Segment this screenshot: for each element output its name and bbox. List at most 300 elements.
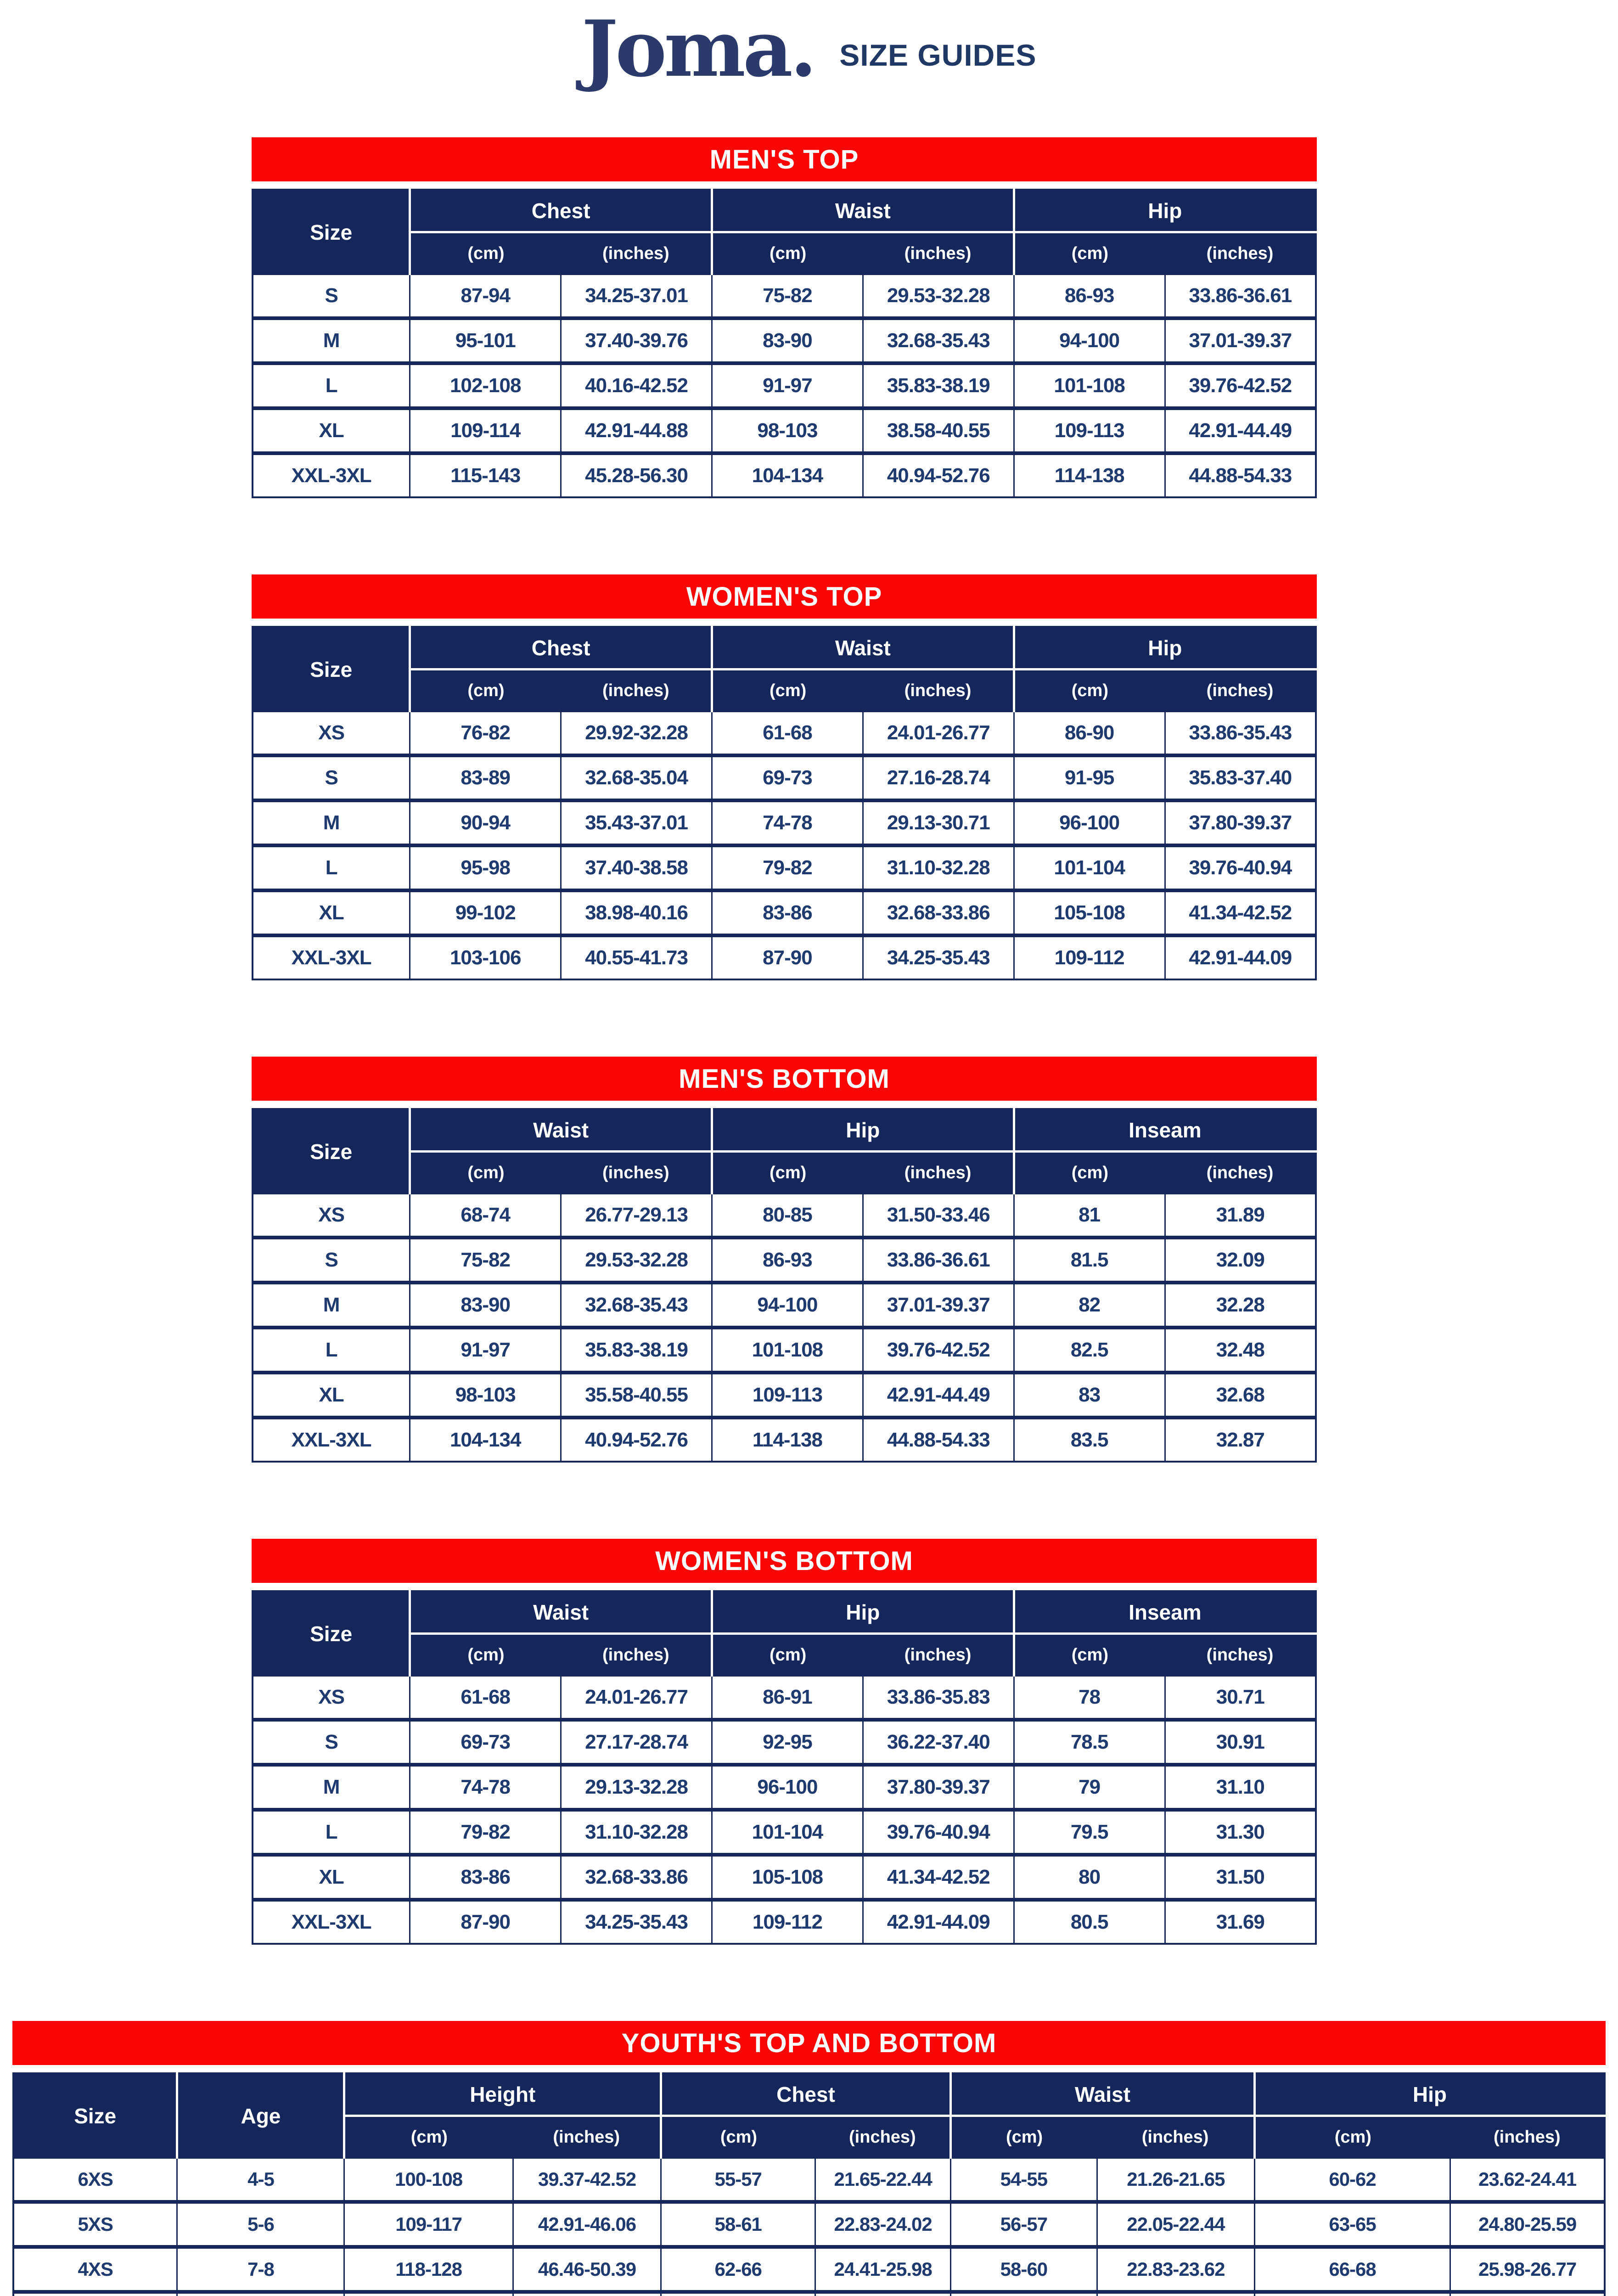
size-guide-section-youth-s-top-and-bottom bbox=[12, 2021, 1606, 2296]
table-header bbox=[253, 1109, 1316, 1194]
value-cell: 104-134 bbox=[712, 453, 863, 497]
value-cell: 99-102 bbox=[410, 890, 561, 935]
table-row bbox=[253, 712, 1316, 756]
value-cell: 75-82 bbox=[712, 275, 863, 319]
unit-header-inches: (inches) bbox=[1165, 1152, 1316, 1194]
measure-group-header-waist: Waist bbox=[712, 627, 1014, 670]
size-cell: XL bbox=[253, 890, 410, 935]
size-column-header: Size bbox=[13, 2073, 177, 2158]
value-cell: 21.26-21.65 bbox=[1097, 2158, 1254, 2202]
value-cell: 75-82 bbox=[410, 1238, 561, 1283]
value-cell: 39.76-40.94 bbox=[1165, 845, 1316, 890]
unit-header-inches: (inches) bbox=[815, 2116, 951, 2158]
table-row bbox=[13, 2158, 1605, 2202]
unit-header-inches: (inches) bbox=[863, 1152, 1014, 1194]
value-cell: 29.13-30.71 bbox=[863, 800, 1014, 845]
unit-header-inches: (inches) bbox=[1097, 2116, 1254, 2158]
value-cell: 37.01-39.37 bbox=[863, 1283, 1014, 1328]
value-cell: 33.86-36.61 bbox=[863, 1238, 1014, 1283]
table-body bbox=[253, 1194, 1316, 1462]
value-cell: 31.10-32.28 bbox=[863, 845, 1014, 890]
value-cell: 82 bbox=[1014, 1283, 1165, 1328]
value-cell: 27.17-28.74 bbox=[561, 1720, 712, 1765]
value-cell: 94-100 bbox=[712, 1283, 863, 1328]
value-cell: 32.87 bbox=[1165, 1418, 1316, 1462]
value-cell: 79-82 bbox=[712, 845, 863, 890]
table-row bbox=[253, 1328, 1316, 1373]
unit-header-cm: (cm) bbox=[344, 2116, 513, 2158]
unit-header-cm: (cm) bbox=[712, 1634, 863, 1676]
table-header bbox=[13, 2073, 1605, 2158]
table-row bbox=[253, 453, 1316, 497]
value-cell: 87-90 bbox=[712, 935, 863, 979]
value-cell: 32.48 bbox=[1165, 1328, 1316, 1373]
size-cell: 5XS bbox=[13, 2202, 177, 2247]
value-cell: 86-93 bbox=[1014, 275, 1165, 319]
size-cell: XS bbox=[253, 1194, 410, 1238]
value-cell: 38.98-40.16 bbox=[561, 890, 712, 935]
table-body bbox=[253, 275, 1316, 498]
value-cell: 34.25-37.01 bbox=[561, 275, 712, 319]
value-cell: 36.22-37.40 bbox=[863, 1720, 1014, 1765]
table-row bbox=[253, 408, 1316, 453]
size-column-header: Size bbox=[253, 1109, 410, 1194]
size-cell: XS bbox=[253, 1676, 410, 1720]
unit-header-cm: (cm) bbox=[712, 232, 863, 275]
table-row bbox=[253, 318, 1316, 363]
unit-header-cm: (cm) bbox=[950, 2116, 1097, 2158]
size-cell: XXL-3XL bbox=[253, 1418, 410, 1462]
value-cell: 34.25-35.43 bbox=[561, 1900, 712, 1944]
value-cell: 101-104 bbox=[1014, 845, 1165, 890]
value-cell: 31.10 bbox=[1165, 1765, 1316, 1810]
value-cell: 66-68 bbox=[1254, 2247, 1450, 2292]
value-cell: 86-93 bbox=[712, 1238, 863, 1283]
unit-header-cm: (cm) bbox=[410, 232, 561, 275]
value-cell: 101-108 bbox=[1014, 363, 1165, 408]
value-cell: 29.53-32.28 bbox=[561, 1238, 712, 1283]
value-cell: 60-62 bbox=[1254, 2158, 1450, 2202]
value-cell: 42.91-44.09 bbox=[1165, 935, 1316, 979]
value-cell: 40.16-42.52 bbox=[561, 363, 712, 408]
value-cell: 4-5 bbox=[177, 2158, 344, 2202]
value-cell: 96-100 bbox=[1014, 800, 1165, 845]
unit-header-cm: (cm) bbox=[1014, 670, 1165, 712]
value-cell: 38.58-40.55 bbox=[863, 408, 1014, 453]
table-body bbox=[253, 1676, 1316, 1944]
measure-group-header-waist: Waist bbox=[410, 1591, 712, 1634]
size-table bbox=[252, 626, 1317, 980]
section-title-banner: MEN'S TOP bbox=[252, 137, 1317, 181]
size-guide-section-women-s-bottom bbox=[252, 1539, 1317, 1945]
age-column-header: Age bbox=[177, 2073, 344, 2158]
value-cell: 41.34-42.52 bbox=[863, 1855, 1014, 1900]
value-cell: 90-94 bbox=[410, 800, 561, 845]
unit-header-cm: (cm) bbox=[712, 670, 863, 712]
value-cell: 79 bbox=[1014, 1765, 1165, 1810]
value-cell: 78.5 bbox=[1014, 1720, 1165, 1765]
value-cell: 74-78 bbox=[712, 800, 863, 845]
measure-group-header-waist: Waist bbox=[950, 2073, 1254, 2116]
section-title-banner: WOMEN'S TOP bbox=[252, 574, 1317, 619]
value-cell: 58-61 bbox=[661, 2202, 815, 2247]
size-cell: XL bbox=[253, 408, 410, 453]
value-cell: 91-97 bbox=[410, 1328, 561, 1373]
value-cell: 23.62-24.41 bbox=[1450, 2158, 1605, 2202]
value-cell: 33.86-36.61 bbox=[1165, 275, 1316, 319]
value-cell: 79-82 bbox=[410, 1810, 561, 1855]
value-cell: 31.50-33.46 bbox=[863, 1194, 1014, 1238]
value-cell: 40.94-52.76 bbox=[561, 1418, 712, 1462]
unit-header-cm: (cm) bbox=[712, 1152, 863, 1194]
value-cell: 55-57 bbox=[661, 2158, 815, 2202]
value-cell: 80.5 bbox=[1014, 1900, 1165, 1944]
value-cell: 94-100 bbox=[1014, 318, 1165, 363]
value-cell: 24.01-26.77 bbox=[863, 712, 1014, 756]
measure-group-header-waist: Waist bbox=[712, 190, 1014, 232]
value-cell: 42.91-46.06 bbox=[513, 2202, 661, 2247]
measure-group-header-hip: Hip bbox=[712, 1591, 1014, 1634]
value-cell: 25.98-26.77 bbox=[1450, 2247, 1605, 2292]
size-column-header: Size bbox=[253, 190, 410, 275]
size-cell: S bbox=[253, 1720, 410, 1765]
size-tables bbox=[0, 137, 1618, 2296]
value-cell: 98-103 bbox=[410, 1373, 561, 1418]
value-cell: 91-97 bbox=[712, 363, 863, 408]
size-table bbox=[12, 2072, 1606, 2296]
size-cell: M bbox=[253, 800, 410, 845]
unit-header-inches: (inches) bbox=[863, 232, 1014, 275]
value-cell: 5-6 bbox=[177, 2202, 344, 2247]
unit-header-inches: (inches) bbox=[561, 670, 712, 712]
section-title-banner: WOMEN'S BOTTOM bbox=[252, 1539, 1317, 1583]
value-cell: 95-101 bbox=[410, 318, 561, 363]
value-cell: 32.28 bbox=[1165, 1283, 1316, 1328]
table-body bbox=[13, 2158, 1605, 2296]
size-cell: L bbox=[253, 363, 410, 408]
table-row bbox=[253, 1810, 1316, 1855]
size-column-header: Size bbox=[253, 1591, 410, 1676]
unit-header-inches: (inches) bbox=[1165, 232, 1316, 275]
size-cell: M bbox=[253, 1765, 410, 1810]
page-title: SIZE GUIDES bbox=[839, 38, 1037, 73]
value-cell: 87-90 bbox=[410, 1900, 561, 1944]
measure-group-header-chest: Chest bbox=[410, 627, 712, 670]
value-cell: 35.83-37.40 bbox=[1165, 755, 1316, 800]
unit-header-cm: (cm) bbox=[1254, 2116, 1450, 2158]
value-cell: 33.86-35.43 bbox=[1165, 712, 1316, 756]
size-cell: 4XS bbox=[13, 2247, 177, 2292]
measure-group-header-chest: Chest bbox=[661, 2073, 951, 2116]
value-cell: 98-103 bbox=[712, 408, 863, 453]
table-header bbox=[253, 1591, 1316, 1676]
value-cell: 30.71 bbox=[1165, 1676, 1316, 1720]
value-cell: 40.55-41.73 bbox=[561, 935, 712, 979]
value-cell: 37.40-38.58 bbox=[561, 845, 712, 890]
value-cell: 31.50 bbox=[1165, 1855, 1316, 1900]
measure-group-header-chest: Chest bbox=[410, 190, 712, 232]
value-cell: 44.88-54.33 bbox=[1165, 453, 1316, 497]
value-cell: 42.91-44.49 bbox=[863, 1373, 1014, 1418]
measure-group-header-inseam: Inseam bbox=[1014, 1109, 1316, 1152]
size-guide-section-women-s-top bbox=[252, 574, 1317, 980]
measure-group-header-waist: Waist bbox=[410, 1109, 712, 1152]
table-row bbox=[253, 1720, 1316, 1765]
value-cell: 31.69 bbox=[1165, 1900, 1316, 1944]
unit-header-cm: (cm) bbox=[1014, 1152, 1165, 1194]
unit-header-cm: (cm) bbox=[1014, 232, 1165, 275]
value-cell: 30.91 bbox=[1165, 1720, 1316, 1765]
unit-header-cm: (cm) bbox=[1014, 1634, 1165, 1676]
unit-header-cm: (cm) bbox=[410, 1634, 561, 1676]
value-cell: 39.76-40.94 bbox=[863, 1810, 1014, 1855]
value-cell: 82.5 bbox=[1014, 1328, 1165, 1373]
value-cell: 114-138 bbox=[1014, 453, 1165, 497]
size-table bbox=[252, 1108, 1317, 1463]
size-table bbox=[252, 1590, 1317, 1945]
value-cell: 61-68 bbox=[410, 1676, 561, 1720]
value-cell: 83-86 bbox=[712, 890, 863, 935]
value-cell: 95-98 bbox=[410, 845, 561, 890]
measure-group-header-hip: Hip bbox=[1014, 627, 1316, 670]
size-cell: XS bbox=[253, 712, 410, 756]
value-cell: 83-90 bbox=[410, 1283, 561, 1328]
unit-header-inches: (inches) bbox=[1165, 1634, 1316, 1676]
value-cell: 101-104 bbox=[712, 1810, 863, 1855]
value-cell: 56-57 bbox=[950, 2202, 1097, 2247]
value-cell: 115-143 bbox=[410, 453, 561, 497]
value-cell: 118-128 bbox=[344, 2247, 513, 2292]
value-cell: 87-94 bbox=[410, 275, 561, 319]
value-cell: 32.68 bbox=[1165, 1373, 1316, 1418]
table-row bbox=[253, 275, 1316, 319]
value-cell: 86-91 bbox=[712, 1676, 863, 1720]
size-cell: S bbox=[253, 275, 410, 319]
value-cell: 109-117 bbox=[344, 2202, 513, 2247]
unit-header-inches: (inches) bbox=[863, 670, 1014, 712]
size-column-header: Size bbox=[253, 627, 410, 712]
measure-group-header-hip: Hip bbox=[1254, 2073, 1605, 2116]
value-cell: 81 bbox=[1014, 1194, 1165, 1238]
size-cell: S bbox=[253, 1238, 410, 1283]
value-cell: 37.80-39.37 bbox=[1165, 800, 1316, 845]
value-cell: 22.83-23.62 bbox=[1097, 2247, 1254, 2292]
value-cell: 105-108 bbox=[1014, 890, 1165, 935]
value-cell: 42.91-44.49 bbox=[1165, 408, 1316, 453]
value-cell: 44.88-54.33 bbox=[863, 1418, 1014, 1462]
size-guide-section-men-s-top bbox=[252, 137, 1317, 498]
value-cell: 22.05-22.44 bbox=[1097, 2202, 1254, 2247]
table-header bbox=[253, 627, 1316, 712]
value-cell: 61-68 bbox=[712, 712, 863, 756]
measure-group-header-hip: Hip bbox=[1014, 190, 1316, 232]
table-row bbox=[13, 2247, 1605, 2292]
table-row bbox=[253, 1194, 1316, 1238]
value-cell: 109-113 bbox=[712, 1373, 863, 1418]
value-cell: 33.86-35.83 bbox=[863, 1676, 1014, 1720]
table-row bbox=[253, 890, 1316, 935]
value-cell: 76-82 bbox=[410, 712, 561, 756]
value-cell: 83.5 bbox=[1014, 1418, 1165, 1462]
measure-group-header-hip: Hip bbox=[712, 1109, 1014, 1152]
unit-header-inches: (inches) bbox=[561, 232, 712, 275]
value-cell: 21.65-22.44 bbox=[815, 2158, 951, 2202]
table-row bbox=[253, 1676, 1316, 1720]
size-cell: L bbox=[253, 1328, 410, 1373]
size-cell: 6XS bbox=[13, 2158, 177, 2202]
size-cell: M bbox=[253, 318, 410, 363]
value-cell: 31.30 bbox=[1165, 1810, 1316, 1855]
value-cell: 109-113 bbox=[1014, 408, 1165, 453]
value-cell: 27.16-28.74 bbox=[863, 755, 1014, 800]
unit-header-inches: (inches) bbox=[863, 1634, 1014, 1676]
value-cell: 68-74 bbox=[410, 1194, 561, 1238]
value-cell: 101-108 bbox=[712, 1328, 863, 1373]
value-cell: 74-78 bbox=[410, 1765, 561, 1810]
size-cell: XL bbox=[253, 1373, 410, 1418]
unit-header-cm: (cm) bbox=[661, 2116, 815, 2158]
table-body bbox=[253, 712, 1316, 980]
value-cell: 34.25-35.43 bbox=[863, 935, 1014, 979]
value-cell: 58-60 bbox=[950, 2247, 1097, 2292]
value-cell: 35.58-40.55 bbox=[561, 1373, 712, 1418]
value-cell: 40.94-52.76 bbox=[863, 453, 1014, 497]
value-cell: 105-108 bbox=[712, 1855, 863, 1900]
table-row bbox=[253, 1855, 1316, 1900]
value-cell: 29.13-32.28 bbox=[561, 1765, 712, 1810]
value-cell: 24.80-25.59 bbox=[1450, 2202, 1605, 2247]
value-cell: 102-108 bbox=[410, 363, 561, 408]
value-cell: 62-66 bbox=[661, 2247, 815, 2292]
value-cell: 24.01-26.77 bbox=[561, 1676, 712, 1720]
table-row bbox=[253, 935, 1316, 979]
value-cell: 42.91-44.88 bbox=[561, 408, 712, 453]
value-cell: 91-95 bbox=[1014, 755, 1165, 800]
value-cell: 32.68-35.43 bbox=[863, 318, 1014, 363]
section-title-banner: YOUTH'S TOP AND BOTTOM bbox=[12, 2021, 1606, 2065]
unit-header-cm: (cm) bbox=[410, 1152, 561, 1194]
value-cell: 39.37-42.52 bbox=[513, 2158, 661, 2202]
value-cell: 78 bbox=[1014, 1676, 1165, 1720]
value-cell: 31.10-32.28 bbox=[561, 1810, 712, 1855]
value-cell: 69-73 bbox=[712, 755, 863, 800]
size-guide-section-men-s-bottom bbox=[252, 1057, 1317, 1463]
value-cell: 80-85 bbox=[712, 1194, 863, 1238]
measure-group-header-inseam: Inseam bbox=[1014, 1591, 1316, 1634]
value-cell: 45.28-56.30 bbox=[561, 453, 712, 497]
value-cell: 37.40-39.76 bbox=[561, 318, 712, 363]
value-cell: 114-138 bbox=[712, 1418, 863, 1462]
unit-header-cm: (cm) bbox=[410, 670, 561, 712]
value-cell: 46.46-50.39 bbox=[513, 2247, 661, 2292]
value-cell: 39.76-42.52 bbox=[1165, 363, 1316, 408]
value-cell: 109-112 bbox=[1014, 935, 1165, 979]
unit-header-inches: (inches) bbox=[1165, 670, 1316, 712]
size-cell: XXL-3XL bbox=[253, 1900, 410, 1944]
value-cell: 31.89 bbox=[1165, 1194, 1316, 1238]
value-cell: 42.91-44.09 bbox=[863, 1900, 1014, 1944]
table-row bbox=[253, 1765, 1316, 1810]
value-cell: 54-55 bbox=[950, 2158, 1097, 2202]
value-cell: 26.77-29.13 bbox=[561, 1194, 712, 1238]
value-cell: 83-86 bbox=[410, 1855, 561, 1900]
size-cell: XL bbox=[253, 1855, 410, 1900]
table-row bbox=[253, 1900, 1316, 1944]
value-cell: 104-134 bbox=[410, 1418, 561, 1462]
value-cell: 86-90 bbox=[1014, 712, 1165, 756]
value-cell: 39.76-42.52 bbox=[863, 1328, 1014, 1373]
value-cell: 109-114 bbox=[410, 408, 561, 453]
value-cell: 32.68-35.04 bbox=[561, 755, 712, 800]
value-cell: 32.68-35.43 bbox=[561, 1283, 712, 1328]
unit-header-inches: (inches) bbox=[561, 1634, 712, 1676]
value-cell: 69-73 bbox=[410, 1720, 561, 1765]
table-header bbox=[253, 190, 1316, 275]
value-cell: 100-108 bbox=[344, 2158, 513, 2202]
value-cell: 63-65 bbox=[1254, 2202, 1450, 2247]
unit-header-inches: (inches) bbox=[513, 2116, 661, 2158]
value-cell: 35.83-38.19 bbox=[561, 1328, 712, 1373]
value-cell: 29.92-32.28 bbox=[561, 712, 712, 756]
value-cell: 32.09 bbox=[1165, 1238, 1316, 1283]
value-cell: 22.83-24.02 bbox=[815, 2202, 951, 2247]
measure-group-header-height: Height bbox=[344, 2073, 661, 2116]
value-cell: 37.01-39.37 bbox=[1165, 318, 1316, 363]
size-cell: M bbox=[253, 1283, 410, 1328]
value-cell: 83-89 bbox=[410, 755, 561, 800]
value-cell: 83-90 bbox=[712, 318, 863, 363]
table-row bbox=[253, 1283, 1316, 1328]
table-row bbox=[13, 2202, 1605, 2247]
value-cell: 37.80-39.37 bbox=[863, 1765, 1014, 1810]
size-cell: S bbox=[253, 755, 410, 800]
unit-header-inches: (inches) bbox=[1450, 2116, 1605, 2158]
value-cell: 32.68-33.86 bbox=[863, 890, 1014, 935]
value-cell: 35.83-38.19 bbox=[863, 363, 1014, 408]
value-cell: 92-95 bbox=[712, 1720, 863, 1765]
size-cell: XXL-3XL bbox=[253, 935, 410, 979]
value-cell: 96-100 bbox=[712, 1765, 863, 1810]
value-cell: 83 bbox=[1014, 1373, 1165, 1418]
size-table bbox=[252, 189, 1317, 498]
value-cell: 29.53-32.28 bbox=[863, 275, 1014, 319]
section-title-banner: MEN'S BOTTOM bbox=[252, 1057, 1317, 1101]
size-cell: L bbox=[253, 845, 410, 890]
value-cell: 35.43-37.01 bbox=[561, 800, 712, 845]
unit-header-inches: (inches) bbox=[561, 1152, 712, 1194]
value-cell: 109-112 bbox=[712, 1900, 863, 1944]
value-cell: 103-106 bbox=[410, 935, 561, 979]
table-row bbox=[253, 755, 1316, 800]
table-row bbox=[253, 1418, 1316, 1462]
value-cell: 81.5 bbox=[1014, 1238, 1165, 1283]
table-row bbox=[253, 1373, 1316, 1418]
value-cell: 79.5 bbox=[1014, 1810, 1165, 1855]
value-cell: 7-8 bbox=[177, 2247, 344, 2292]
joma-logo: Joma. bbox=[581, 3, 815, 94]
value-cell: 80 bbox=[1014, 1855, 1165, 1900]
value-cell: 24.41-25.98 bbox=[815, 2247, 951, 2292]
value-cell: 41.34-42.52 bbox=[1165, 890, 1316, 935]
page-header bbox=[0, 0, 1618, 94]
size-cell: L bbox=[253, 1810, 410, 1855]
table-row bbox=[253, 845, 1316, 890]
table-row bbox=[253, 363, 1316, 408]
table-row bbox=[253, 800, 1316, 845]
value-cell: 32.68-33.86 bbox=[561, 1855, 712, 1900]
size-cell: XXL-3XL bbox=[253, 453, 410, 497]
table-row bbox=[253, 1238, 1316, 1283]
